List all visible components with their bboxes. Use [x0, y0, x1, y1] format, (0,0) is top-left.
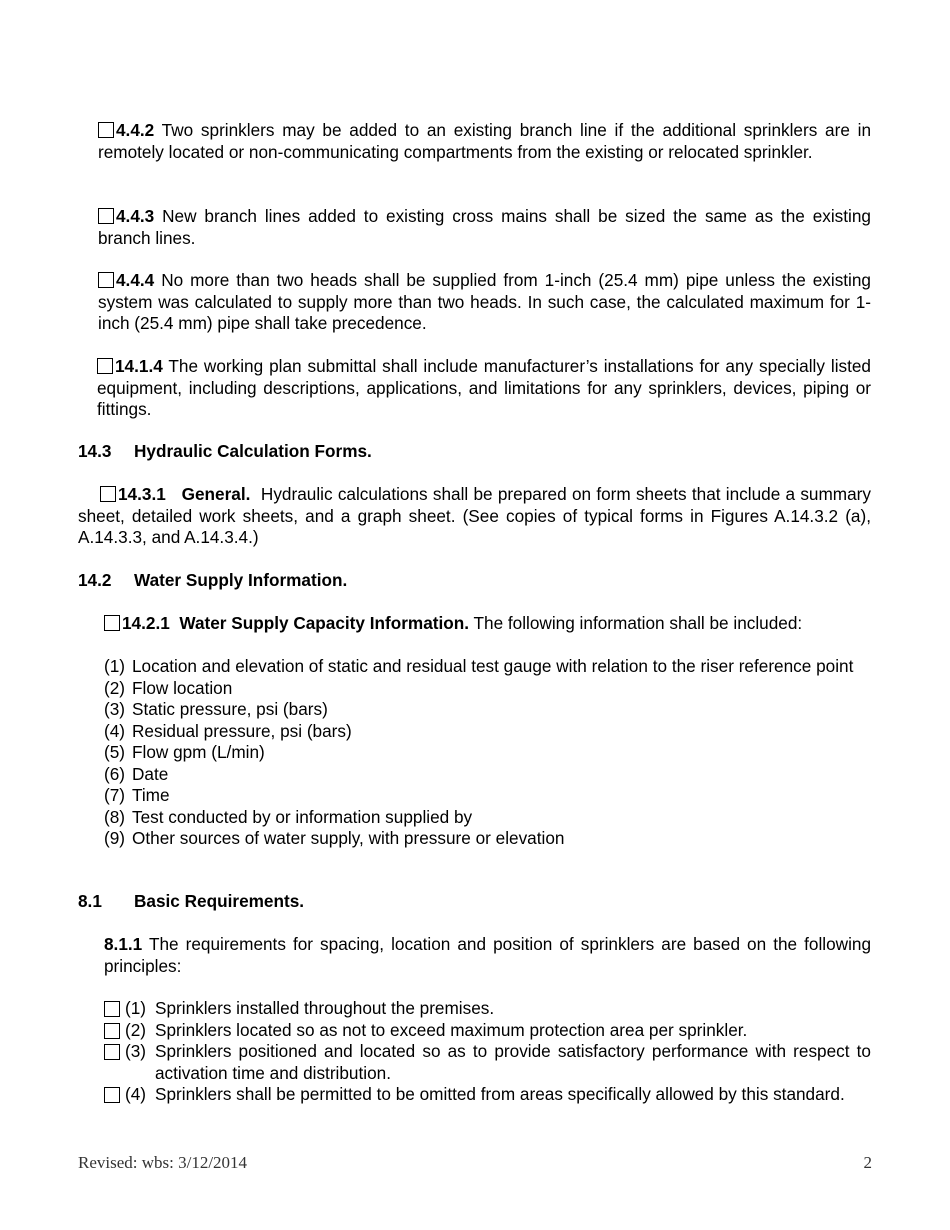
- list-text: Sprinklers positioned and located so as to provide satisfactory performance with respect to activation time and distribution.: [155, 1041, 871, 1083]
- list-text: Flow location: [132, 677, 233, 698]
- checkbox[interactable]: [104, 1001, 120, 1017]
- section-title: Water Supply Capacity Information.: [179, 613, 470, 633]
- section-text: The working plan submittal shall include manufacturer’s installations for any specially listed equipment, including descriptions, applications, and limitations for any sprinklers, devices, piping or fittings.: [97, 356, 871, 419]
- list-number: (1): [125, 998, 147, 1018]
- section-text: Hydraulic calculations shall be prepared on form sheets that include a summary sheet, detailed work sheets, and a graph sheet. (See copies of typical forms in Figures A.14.3.2 (a), A.14.3.3, and A.14.3.4.): [78, 484, 871, 547]
- list-number: (3): [125, 1041, 147, 1061]
- list-item: [104, 1041, 871, 1084]
- section-14-1-4: [97, 356, 871, 421]
- section-number: 14.2.1: [122, 613, 170, 633]
- list-text: Sprinklers located so as not to exceed maximum protection area per sprinkler.: [155, 1019, 748, 1040]
- list-item: [104, 656, 871, 678]
- section-number: 14.3.1: [118, 484, 166, 504]
- list-item: [104, 785, 871, 807]
- checkbox[interactable]: [97, 358, 113, 374]
- section-text: The requirements for spacing, location and position of sprinklers are based on the following principles:: [104, 934, 872, 976]
- list-number: (1): [104, 656, 126, 676]
- list-item: [104, 807, 871, 829]
- water-supply-list: [104, 656, 871, 850]
- list-text: Time: [132, 785, 170, 805]
- list-text: Date: [132, 763, 169, 784]
- list-number: (9): [104, 828, 126, 848]
- list-number: (7): [104, 785, 126, 805]
- list-text: Residual pressure, psi (bars): [132, 720, 352, 741]
- list-number: (5): [104, 742, 126, 762]
- section-number: 8.1.1: [104, 934, 143, 954]
- list-number: (8): [104, 806, 126, 827]
- list-item: [104, 699, 871, 721]
- list-text: Other sources of water supply, with pressure or elevation: [132, 828, 565, 848]
- section-number: 4.4.3: [116, 206, 155, 226]
- checkbox[interactable]: [98, 208, 114, 224]
- list-number: (2): [125, 1019, 147, 1040]
- list-number: (6): [104, 763, 126, 784]
- heading-8-1: [78, 891, 304, 913]
- heading-14-2: [78, 570, 347, 592]
- page-number: 2: [863, 1153, 872, 1172]
- section-14-2-1: [104, 613, 871, 635]
- list-number: (4): [104, 720, 126, 741]
- checkbox[interactable]: [104, 1023, 120, 1039]
- heading-number: 14.3: [78, 441, 112, 461]
- list-item: [104, 1020, 871, 1042]
- heading-number: 8.1: [78, 891, 102, 911]
- list-item: [104, 998, 871, 1020]
- section-8-1-1: [104, 934, 871, 977]
- section-14-3-1: [78, 484, 871, 549]
- list-text: Flow gpm (L/min): [132, 742, 265, 762]
- list-text: Sprinklers installed throughout the premises.: [155, 998, 495, 1018]
- checkbox[interactable]: [104, 1044, 120, 1060]
- section-text: No more than two heads shall be supplied from 1-inch (25.4 mm) pipe unless the existing system was calculated to supply more than two heads. In such case, the calculated maximum for 1-inch (25.4 mm) pipe shall take precedence.: [98, 270, 871, 333]
- checkbox[interactable]: [104, 1087, 120, 1103]
- list-item: [104, 742, 871, 764]
- list-item: [104, 678, 871, 700]
- section-4-4-2: [98, 120, 871, 163]
- section-number: 4.4.4: [116, 270, 155, 290]
- section-number: 14.1.4: [115, 356, 163, 376]
- section-text: New branch lines added to existing cross mains shall be sized the same as the existing branch lines.: [98, 206, 871, 248]
- section-text: Two sprinklers may be added to an existing branch line if the additional sprinklers are in remotely located or non-communicating compartments from the existing or relocated sprinkler.: [98, 120, 871, 162]
- list-text: Static pressure, psi (bars): [132, 699, 328, 719]
- checkbox[interactable]: [98, 272, 114, 288]
- list-item: [104, 1084, 871, 1106]
- section-text: The following information shall be included:: [473, 613, 803, 633]
- list-item: [104, 828, 871, 850]
- checkbox[interactable]: [104, 615, 120, 631]
- footer-revised: Revised: wbs: 3/12/2014: [78, 1153, 248, 1172]
- section-number: 4.4.2: [116, 120, 155, 140]
- list-text: Sprinklers shall be permitted to be omitted from areas specifically allowed by this standard.: [155, 1084, 845, 1104]
- heading-title: Water Supply Information.: [134, 570, 348, 590]
- section-title: General.: [181, 484, 251, 504]
- heading-number: 14.2: [78, 570, 112, 590]
- heading-title: Hydraulic Calculation Forms.: [134, 441, 372, 461]
- list-number: (4): [125, 1084, 147, 1104]
- list-text: Test conducted by or information supplied by: [132, 806, 473, 827]
- list-text: Location and elevation of static and residual test gauge with relation to the riser reference point: [132, 656, 854, 676]
- heading-title: Basic Requirements.: [134, 891, 305, 911]
- list-item: [104, 764, 871, 786]
- section-4-4-4: [98, 270, 871, 335]
- heading-14-3: [78, 441, 372, 463]
- checkbox[interactable]: [98, 122, 114, 138]
- section-4-4-3: [98, 206, 871, 249]
- list-item: [104, 721, 871, 743]
- checkbox[interactable]: [100, 486, 116, 502]
- list-number: (3): [104, 699, 126, 719]
- principles-list: [104, 998, 871, 1106]
- list-number: (2): [104, 677, 126, 698]
